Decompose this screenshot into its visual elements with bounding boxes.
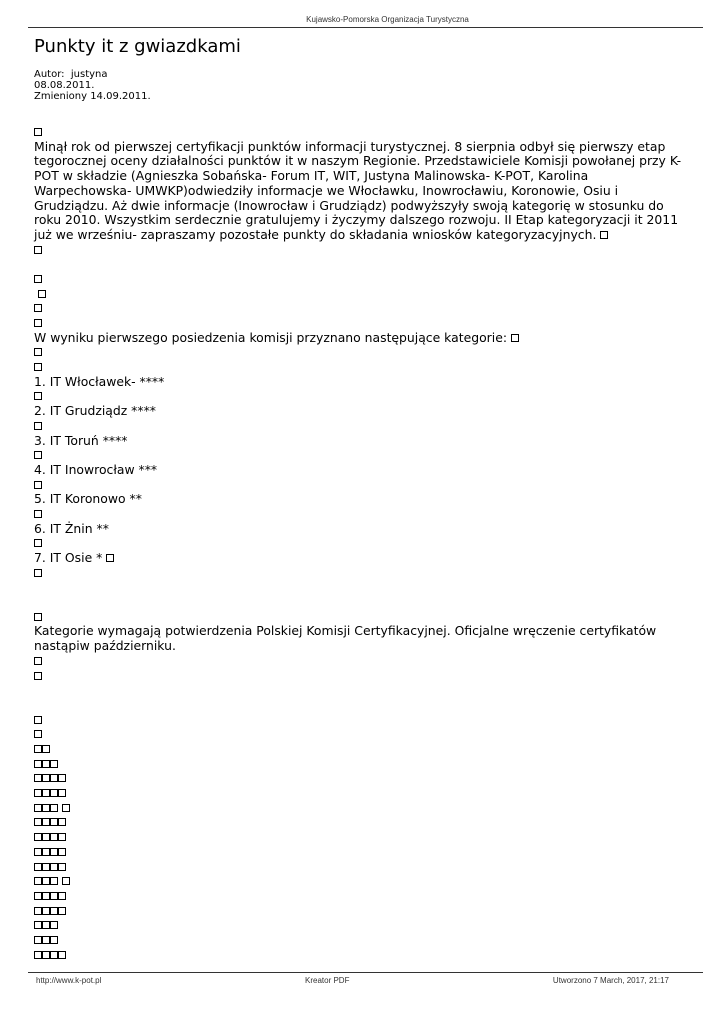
missing-glyph-box [58,818,66,826]
missing-glyph-box [34,760,42,768]
missing-glyph-box [34,716,42,724]
author-line: Autor: justyna [34,69,108,80]
missing-glyph-box [34,863,42,871]
ranking-item: 4. IT Inowrocław *** [34,461,158,477]
footer-generator: Kreator PDF [305,976,350,985]
missing-glyph-box [34,907,42,915]
missing-glyph-box [34,848,42,856]
missing-glyph-box [50,921,58,929]
missing-glyph-box [34,745,42,753]
missing-glyph-box [34,569,42,577]
ranking-item: 1. IT Włocławek- **** [34,373,165,389]
article-meta [34,69,151,102]
categories-intro: W wyniku pierwszego posiedzenia komisji przyznano następujące kategorie: [34,329,507,345]
missing-glyph-box [34,128,42,136]
missing-glyph-box [50,804,58,812]
missing-glyph-box [34,510,42,518]
missing-glyph-box [50,848,58,856]
missing-glyph-box [50,892,58,900]
missing-glyph-box [50,789,58,797]
missing-glyph-box [34,730,42,738]
missing-glyph-box [58,774,66,782]
missing-glyph-box [34,936,42,944]
missing-glyph-box [34,539,42,547]
missing-glyph-box [34,348,42,356]
missing-glyph-box [58,848,66,856]
missing-glyph-box [34,818,42,826]
missing-glyph-box [34,657,42,665]
ranking-item: 5. IT Koronowo ** [34,491,142,507]
missing-glyph-box [34,951,42,959]
missing-glyph-box [62,804,70,812]
paragraph-intro [34,140,684,243]
closing-paragraph: Kategorie wymagają potwierdzenia Polskiej Komisji Certyfikacyjnej. Oficjalne wręczenie certyfikatów nastąpiw październiku. [34,623,657,654]
missing-glyph-box [34,877,42,885]
missing-glyph-box [34,275,42,283]
missing-glyph-box [42,892,50,900]
missing-glyph-box [58,907,66,915]
missing-glyph-box [42,789,50,797]
missing-glyph-box [42,877,50,885]
modified-line: Zmieniony 14.09.2011. [34,91,151,102]
missing-glyph-box [58,863,66,871]
missing-glyph-box [34,481,42,489]
missing-glyph-box [50,818,58,826]
missing-glyph-box [50,760,58,768]
footer-created: Utworzono 7 March, 2017, 21:17 [552,976,669,985]
missing-glyph-box [34,892,42,900]
missing-glyph-box [50,907,58,915]
missing-glyph-box [50,774,58,782]
missing-glyph-box [42,833,50,841]
header-divider [28,27,703,28]
missing-glyph-box [38,290,46,298]
missing-glyph-box [42,745,50,753]
missing-glyph-box [42,818,50,826]
missing-glyph-box [34,789,42,797]
missing-glyph-box [42,848,50,856]
missing-glyph-box [34,392,42,400]
missing-glyph-box [34,774,42,782]
missing-glyph-box [34,422,42,430]
missing-glyph-box [42,921,50,929]
missing-glyph-box [34,804,42,812]
missing-glyph-box [50,863,58,871]
ranking-item: 3. IT Toruń **** [34,432,128,448]
missing-glyph-box [50,877,58,885]
paragraph-text: Minął rok od pierwszej certyfikacji punktów informacji turystycznej. 8 sierpnia odbył się pierwszy etap tegorocznej oceny działalności punktów it w naszym Regionie. Przedstawiciele Komisji powołanej przy K-POT w składzie (Agnieszka Sobańska- Forum IT, WIT, Justyna Malinowska- K-POT, Karolina Warpechowska- UMWKP)odwiedziły informacje we Włocławku, Inowrocławiu, Koronowie, Osiu i Grudziądzu. Aż dwie informacje (Inowrocław i Grudziądz) podwyższyły swoją kategorię w stosunku do roku 2010. Wszystkim serdecznie gratulujemy i życzymy dalszego rozwoju. II Etap kategoryzacji it 2011 już we wrześniu- zapraszamy pozostałe punkty do składania wniosków kategoryzacyjnych. [34,138,682,242]
missing-glyph-box [58,833,66,841]
missing-glyph-box [50,936,58,944]
missing-glyph-box [34,833,42,841]
missing-glyph-box [34,363,42,371]
missing-glyph-box [58,892,66,900]
missing-glyph-box [106,554,114,562]
article-title: Punkty it z gwiazdkami [34,36,241,57]
missing-glyph-box [42,774,50,782]
missing-glyph-box [42,907,50,915]
missing-glyph-box [34,451,42,459]
missing-glyph-box [42,951,50,959]
missing-glyph-box [34,304,42,312]
ranking-item: 2. IT Grudziądz **** [34,403,156,419]
missing-glyph-box [42,804,50,812]
missing-glyph-box [34,672,42,680]
missing-glyph-box [42,936,50,944]
footer-divider [28,972,703,973]
missing-glyph-box [34,319,42,327]
missing-glyph-box [62,877,70,885]
footer-url[interactable]: http://www.k-pot.pl [36,976,102,985]
missing-glyph-box [511,334,519,342]
ranking-item: 7. IT Osie * [34,550,103,566]
ranking-item: 6. IT Żnin ** [34,520,109,536]
missing-glyph-box [42,760,50,768]
missing-glyph-box [50,833,58,841]
missing-glyph-box [42,863,50,871]
missing-glyph-box [600,231,608,239]
date-line: 08.08.2011. [34,80,95,91]
missing-glyph-box [58,789,66,797]
missing-glyph-box [34,921,42,929]
article-body [34,125,684,962]
missing-glyph-box [50,951,58,959]
missing-glyph-box [34,246,42,254]
header-organization: Kujawsko-Pomorska Organizacja Turystyczna [306,15,469,24]
missing-glyph-box [58,951,66,959]
missing-glyph-box [34,613,42,621]
